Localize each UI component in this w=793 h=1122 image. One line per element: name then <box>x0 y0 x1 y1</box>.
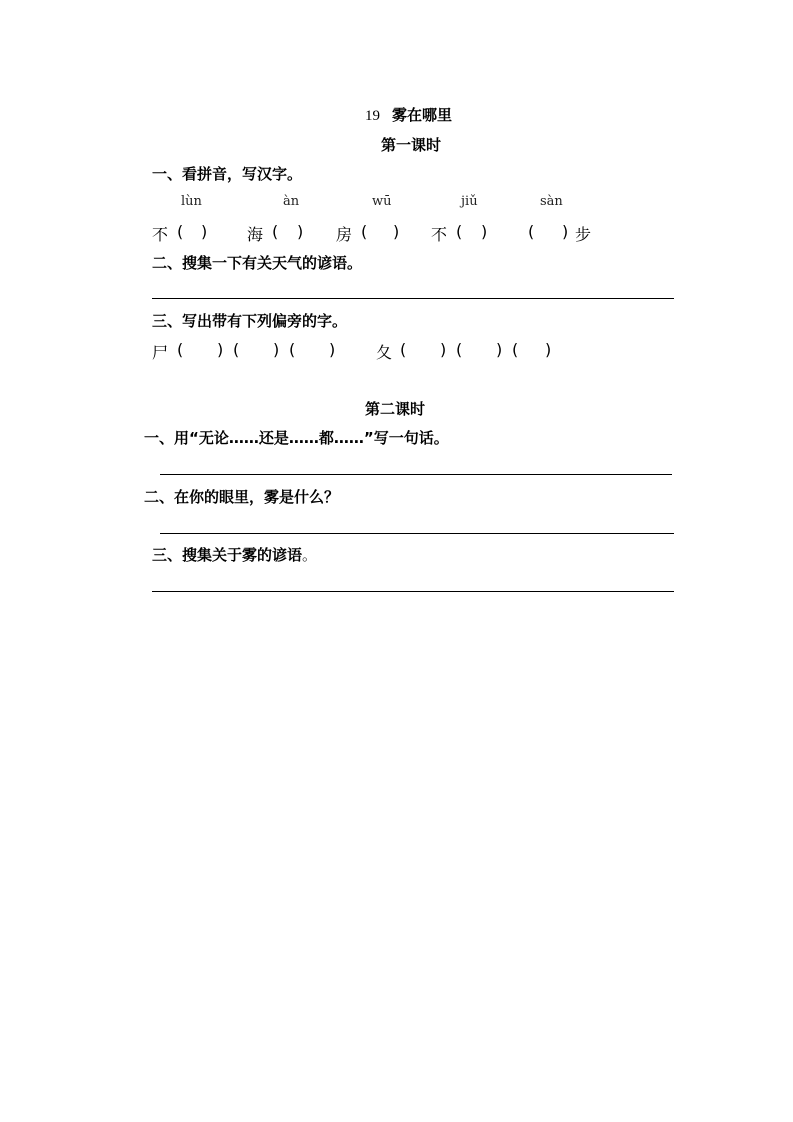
answer-line-4[interactable] <box>152 591 674 592</box>
pinyin-5: sàn <box>540 194 563 209</box>
blank-2-open: ( <box>272 222 279 241</box>
radical-shi-blank-3-close: ) <box>329 340 336 359</box>
blank-5-open: ( <box>528 222 535 241</box>
radical-zhi-blank-2-close: ) <box>496 340 503 359</box>
radical-shi-blank-3-open: ( <box>289 340 296 359</box>
blank-4-close: ) <box>481 222 488 241</box>
p1-question-2-title: 二、搜集一下有关天气的谚语。 <box>152 254 363 272</box>
radical-zhi-blank-2-open: ( <box>456 340 463 359</box>
radical-zhi-blank-3-close: ) <box>545 340 552 359</box>
char-5: 步 <box>575 225 592 244</box>
radical-zhi-blank-1-open: ( <box>400 340 407 359</box>
blank-4-open: ( <box>456 222 463 241</box>
p2-question-2-title: 二、在你的眼里，雾是什么？ <box>144 488 340 506</box>
blank-1-close: ) <box>201 222 208 241</box>
p2-question-3-title <box>152 544 317 565</box>
blank-3-close: ) <box>393 222 400 241</box>
radical-shi-blank-1-close: ) <box>217 340 224 359</box>
pinyin-2: àn <box>283 194 300 209</box>
p2-question-3-period: 。 <box>302 546 318 564</box>
char-1: 不 <box>152 225 169 244</box>
lesson-number: 19 <box>365 108 380 124</box>
lesson-title <box>365 104 452 125</box>
pinyin-1: lùn <box>181 194 202 209</box>
period-2-heading: 第二课时 <box>365 400 426 418</box>
radical-shi: 尸 <box>152 343 169 362</box>
radical-zhi: 夂 <box>376 343 393 362</box>
answer-line-2[interactable] <box>160 474 672 475</box>
lesson-name: 雾在哪里 <box>392 106 453 124</box>
p2-question-3-text: 三、搜集关于雾的谚语 <box>152 546 303 564</box>
p1-question-3-title: 三、写出带有下列偏旁的字。 <box>152 312 348 330</box>
char-2: 海 <box>247 225 264 244</box>
blank-5-close: ) <box>562 222 569 241</box>
radical-shi-blank-2-open: ( <box>233 340 240 359</box>
radical-zhi-blank-3-open: ( <box>512 340 519 359</box>
radical-shi-blank-1-open: ( <box>177 340 184 359</box>
blank-1-open: ( <box>177 222 184 241</box>
radical-zhi-blank-1-close: ) <box>440 340 447 359</box>
blank-3-open: ( <box>361 222 368 241</box>
pinyin-3: wū <box>372 194 392 209</box>
p2-question-1-title: 一、用“无论……还是……都……”写一句话。 <box>144 429 449 447</box>
period-1-heading: 第一课时 <box>381 136 442 154</box>
answer-line-1[interactable] <box>152 298 674 299</box>
answer-line-3[interactable] <box>160 533 674 534</box>
pinyin-4: jiǔ <box>461 194 478 209</box>
char-3: 房 <box>336 225 353 244</box>
blank-2-close: ) <box>297 222 304 241</box>
char-4: 不 <box>431 225 448 244</box>
radical-shi-blank-2-close: ) <box>273 340 280 359</box>
p1-question-1-title: 一、看拼音，写汉字。 <box>152 165 303 183</box>
